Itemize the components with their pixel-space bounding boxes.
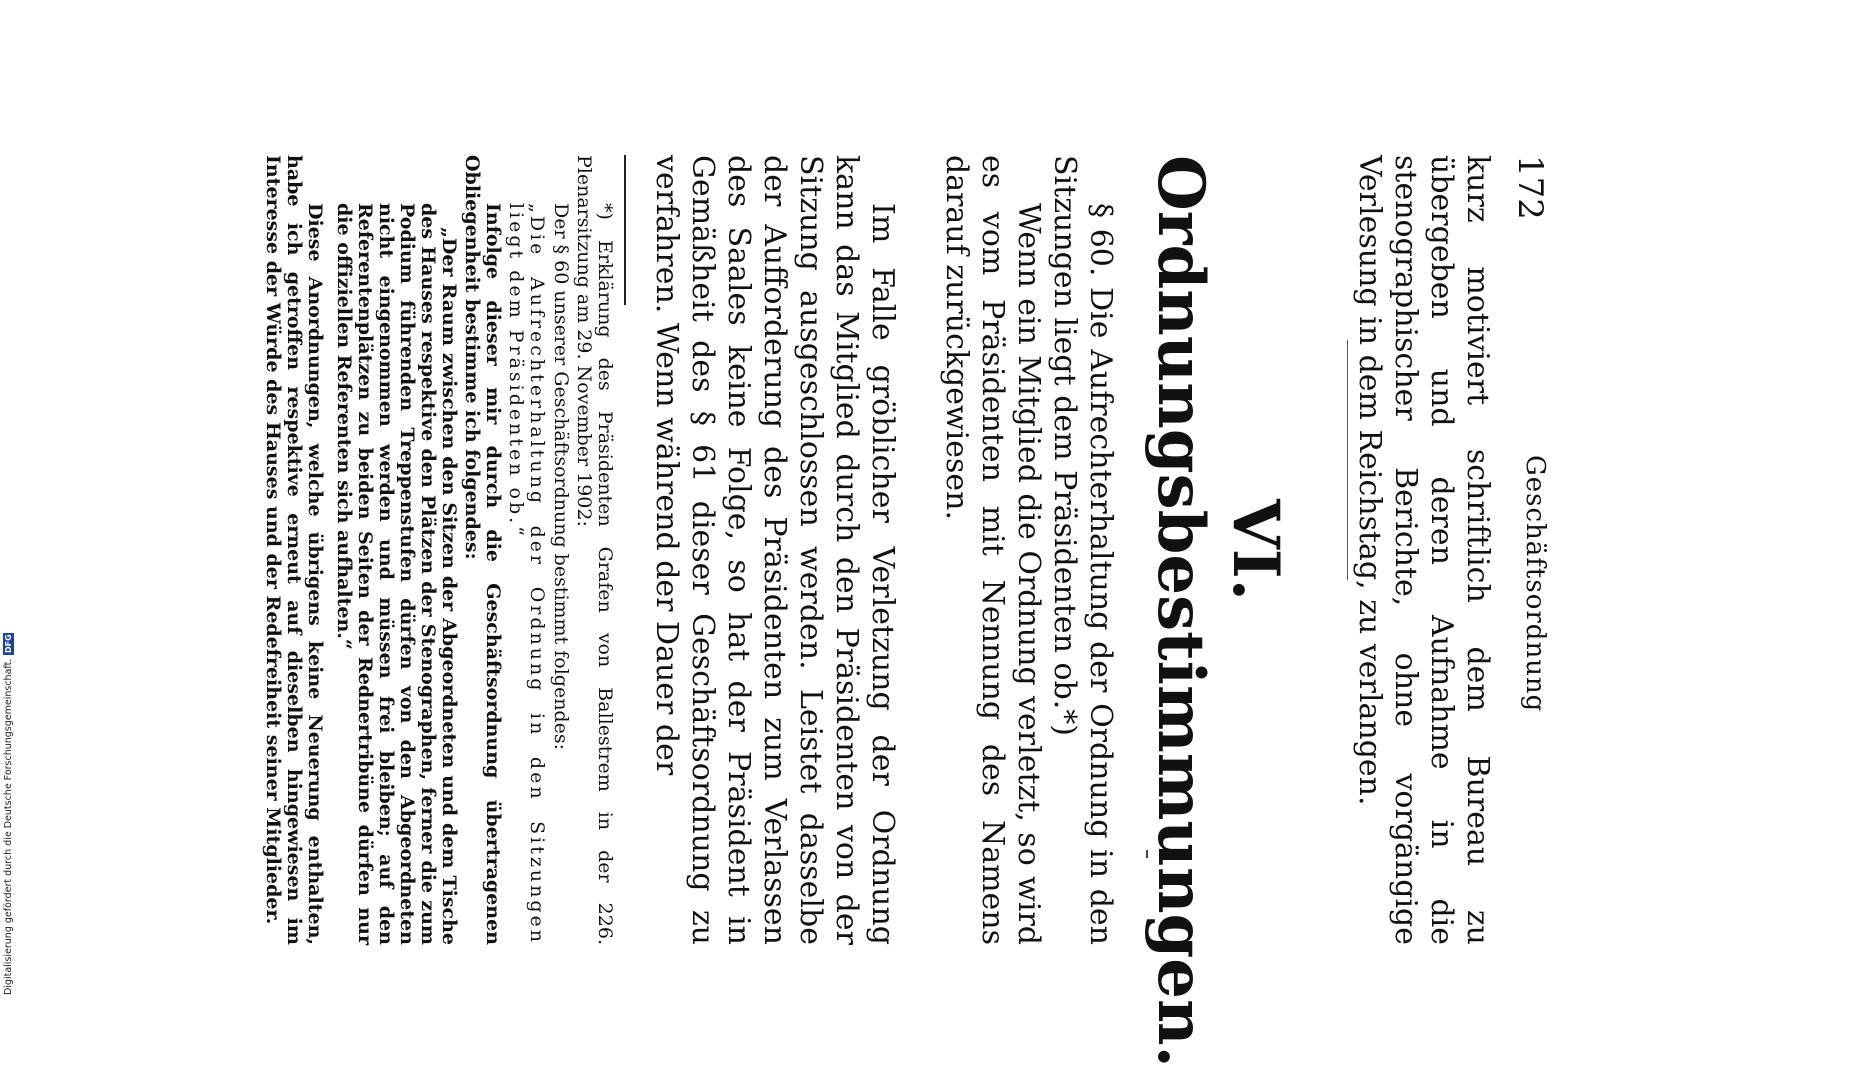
credit-text: Digitalisierung gefördert durch die Deutsche Forschungsgemeinschaft. bbox=[3, 658, 14, 995]
footnote-quote-order: „Der Raum zwischen den Sitzen der Abgeordneten und dem Tische des Hauses respektive den Plätzen der Stenographen, ferner die zum Podium führenden Treppenstufen dürfen von den Abgeordneten nicht eingenommen werden und müssen frei bleiben; auf den Referentenplätzen zu beiden Seiten der Rednertribüne dürfen nur die offiziellen Referenten sich aufhalten.“ bbox=[333, 203, 460, 945]
page-header bbox=[1506, 155, 1550, 945]
dfg-logo-icon: DFG bbox=[4, 634, 13, 654]
digitization-credit bbox=[3, 633, 14, 995]
footnote-conclusion: Diese Anordnungen, welche übrigens keine Neuerung enthalten, habe ich getroffen respektive erneut auf dieselben hingewiesen im Interesse der Würde des Hauses und der Redefreiheit seiner Mitglieder. bbox=[262, 155, 326, 945]
footnote-intro: Der § 60 unserer Geschäftsordnung bestimmt folgendes: bbox=[550, 203, 572, 750]
footnote-quote-paragraph-60: „Die Aufrechterhaltung der Ordnung in den Sitzungen liegt dem Präsidenten ob.“ bbox=[505, 203, 548, 945]
paragraph-60-continuation: Wenn ein Mitglied die Ordnung verletzt, so wird es vom Präsidenten mit Nennung des Namens darauf zurückgewiesen. bbox=[939, 155, 1046, 945]
footnote-rule bbox=[624, 155, 626, 305]
paragraph-60: § 60. Die Aufrechterhaltung der Ordnung in den Sitzungen liegt dem Präsidenten ob.*) bbox=[1047, 155, 1118, 945]
page-number: 172 bbox=[1510, 155, 1550, 220]
margin-mark bbox=[1146, 850, 1148, 858]
running-head: Geschäftsordnung bbox=[1520, 455, 1550, 713]
footnote-declaration: *) Erklärung des Präsidenten Grafen von Ballestrem in der 226. Plenarsitzung am 29. November 1902: bbox=[573, 155, 616, 945]
section-divider bbox=[1347, 340, 1348, 580]
paragraph-60-gross-violation: Im Falle gröblicher Verletzung der Ordnung kann das Mitglied durch den Präsidenten von der Sitzung ausgeschlossen werden. Leistet dasselbe der Aufforderung des Präsidenten zum Verlassen des Saales keine Folge, so hat der Präsident in Gemäßheit des § 61 dieser Geschäftsordnung zu verfahren. Wenn während der Dauer der bbox=[649, 155, 900, 945]
footnote-obligation: Infolge dieser mir durch die Geschäftsordnung übertragenen Obliegenheit bestimme ich folgendes: bbox=[461, 155, 504, 945]
section-title: VI. Ordnungsbestimmungen. bbox=[1143, 155, 1293, 1068]
intro-paragraph: kurz motiviert schriftlich dem Bureau zu übergeben und deren Aufnahme in die stenographischer Berichte, ohne vorgängige Verlesung in dem Reichstag, zu verlangen. bbox=[1352, 155, 1495, 945]
